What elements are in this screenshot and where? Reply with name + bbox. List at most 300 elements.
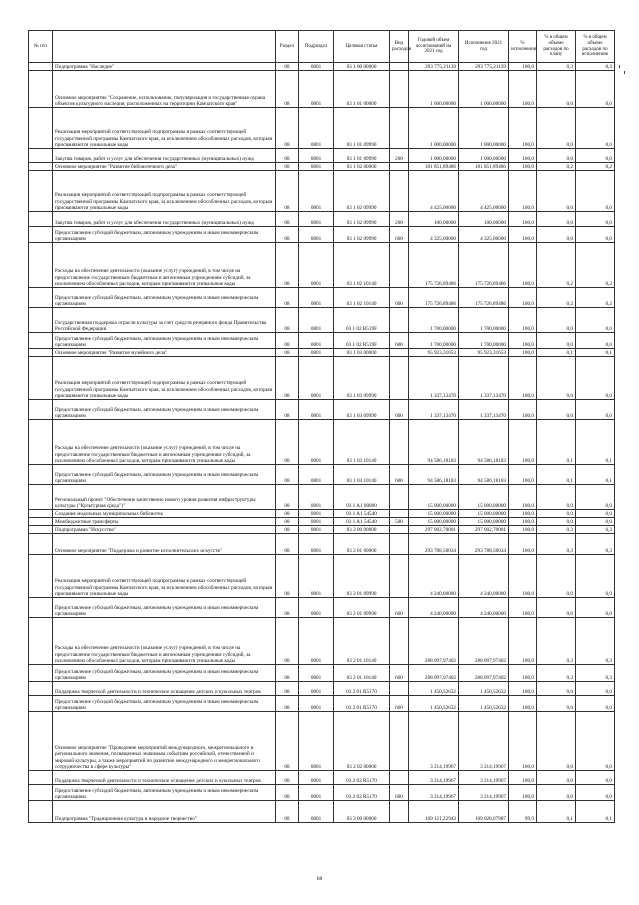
cell-share-plan: 0,0 [537,71,576,108]
cell-number [29,665,53,682]
cell-target-article: 03 2 01 R5170 [334,682,390,696]
cell-name: Подпрограмма "Искусство" [53,526,276,534]
cell-share-plan: 0,0 [537,555,576,598]
cell-share-execution: 0,1 [576,465,615,485]
table-row [29,555,615,598]
cell-execution-percent: 100,0 [509,785,537,801]
table-row [29,212,615,227]
cell-execution: 293 788,50034 [459,534,509,555]
cell-share-plan: 0,0 [537,485,576,510]
cell-execution: 288 097,97402 [459,618,509,665]
cell-execution-percent: 100,0 [509,534,537,555]
table-row [29,108,615,149]
cell-section: 08 [276,400,299,420]
table-row [29,400,615,420]
column-header: Годовой объем ассигнований на 2021 год [409,31,459,63]
cell-annual-plan: 3 214,19967 [409,712,459,771]
cell-execution-percent: 100,0 [509,171,537,212]
cell-target-article: 03 3 00 00000 [334,801,390,823]
table-row [29,465,615,485]
cell-expense-type [390,485,409,510]
cell-annual-plan: 15 000,00000 [409,510,459,518]
scan-mark [619,65,620,68]
table-row [29,801,615,823]
cell-annual-plan: 109 121,22943 [409,801,459,823]
cell-share-execution: 0,3 [576,63,615,71]
cell-name: Основное мероприятие "Проведение мероприятий международного, межрегионального и регионального значения, посвященных значимым событиям российской, отечественной и мировой культуры, а также мероприятий по развитию международного и межрегионального сотрудничества в сфере культуры" [53,712,276,771]
cell-share-plan: 0,0 [537,149,576,163]
cell-execution-percent: 100,0 [509,308,537,333]
table-row [29,534,615,555]
cell-section: 08 [276,771,299,785]
cell-annual-plan: 175 726,89486 [409,243,459,288]
column-header: Исполнение 2021 год [459,31,509,63]
cell-share-execution: 0,0 [576,598,615,618]
cell-execution: 3 214,19967 [459,785,509,801]
cell-execution-percent: 100,0 [509,349,537,357]
cell-section: 08 [276,510,299,518]
cell-number [29,712,53,771]
cell-share-plan: 0,0 [537,357,576,400]
cell-subsection: 0801 [299,108,334,149]
cell-section: 08 [276,518,299,526]
cell-execution: 1 000,00000 [459,149,509,163]
cell-expense-type: 200 [390,212,409,227]
cell-subsection: 0801 [299,785,334,801]
cell-execution-percent: 100,0 [509,400,537,420]
cell-number [29,227,53,243]
cell-section: 08 [276,420,299,465]
cell-execution: 293 775,21139 [459,63,509,71]
cell-annual-plan: 293 775,21139 [409,63,459,71]
cell-name: Предоставление субсидий бюджетным, автономным учреждениям и иным некоммерческим организациям [53,227,276,243]
cell-section: 08 [276,349,299,357]
cell-section: 08 [276,171,299,212]
cell-expense-type [390,71,409,108]
cell-execution-percent: 100,0 [509,420,537,465]
cell-share-execution: 0,0 [576,785,615,801]
cell-section: 08 [276,243,299,288]
cell-name: Поддержка творческой деятельности и техническое оснащение детских и кукольных театров [53,682,276,696]
table-row [29,333,615,349]
cell-subsection: 0801 [299,485,334,510]
cell-execution: 3 214,19967 [459,712,509,771]
cell-number [29,465,53,485]
cell-subsection: 0801 [299,308,334,333]
cell-execution: 1 337,13470 [459,400,509,420]
cell-execution-percent: 100,0 [509,712,537,771]
cell-execution-percent: 100,0 [509,163,537,171]
cell-target-article: 03 2 01 10140 [334,665,390,682]
cell-expense-type [390,555,409,598]
cell-number [29,400,53,420]
column-header: Вид расходов [390,31,409,63]
cell-execution-percent: 100,0 [509,555,537,598]
cell-execution: 175 726,89486 [459,243,509,288]
cell-expense-type: 600 [390,785,409,801]
cell-annual-plan: 1 450,52632 [409,682,459,696]
cell-name: Региональный проект "Обеспечение качественно нового уровня развития инфраструктуры культуры ("Культурная среда")" [53,485,276,510]
cell-expense-type: 600 [390,696,409,712]
cell-subsection: 0801 [299,163,334,171]
cell-expense-type [390,349,409,357]
cell-execution-percent: 100,0 [509,682,537,696]
cell-number [29,63,53,71]
table-row [29,526,615,534]
cell-section: 08 [276,163,299,171]
cell-target-article: 03 2 01 10140 [334,618,390,665]
cell-name: Расходы на обеспечение деятельности (оказание услуг) учреждений, в том числе на предоставление государственным бюджетным и автономным учреждениям субсидий, за исключением обособленных расходов, которым присваиваются уникальные коды [53,420,276,465]
cell-execution: 109 028,07987 [459,801,509,823]
cell-section: 08 [276,555,299,598]
cell-subsection: 0801 [299,288,334,308]
cell-execution: 15 000,00000 [459,485,509,510]
cell-execution-percent: 100,0 [509,485,537,510]
cell-target-article: 03 1 02 09990 [334,212,390,227]
cell-share-execution: 0,0 [576,682,615,696]
cell-execution: 4 240,00000 [459,598,509,618]
cell-execution-percent: 100,0 [509,333,537,349]
cell-subsection: 0801 [299,357,334,400]
table-row [29,518,615,526]
cell-target-article: 03 1 A1 54540 [334,510,390,518]
cell-execution-percent: 100,0 [509,526,537,534]
cell-name: Предоставление субсидий бюджетным, автономным учреждениям и иным некоммерческим организациям [53,288,276,308]
cell-execution-percent: 100,0 [509,510,537,518]
table-row [29,171,615,212]
cell-execution: 15 000,00000 [459,518,509,526]
cell-section: 08 [276,149,299,163]
cell-number [29,510,53,518]
cell-share-execution: 0,0 [576,333,615,349]
cell-name: Реализация мероприятий соответствующей подпрограммы в рамках соответствующей государственной программы Камчатского края, за исключением обособленных расходов, которым присваиваются уникальные коды [53,555,276,598]
cell-annual-plan: 297 002,70001 [409,526,459,534]
cell-expense-type: 600 [390,465,409,485]
cell-annual-plan: 181 851,89486 [409,163,459,171]
cell-share-plan: 0,1 [537,465,576,485]
table-row [29,510,615,518]
cell-share-execution: 0,0 [576,227,615,243]
cell-subsection: 0801 [299,63,334,71]
cell-share-plan: 0,0 [537,785,576,801]
cell-subsection: 0801 [299,465,334,485]
cell-number [29,534,53,555]
cell-expense-type [390,510,409,518]
cell-execution: 4 425,00000 [459,171,509,212]
table-row [29,771,615,785]
cell-section: 08 [276,71,299,108]
budget-execution-table [28,30,615,823]
cell-subsection: 0801 [299,618,334,665]
cell-name: Закупка товаров, работ и услуг для обеспечения государственных (муниципальных) нужд [53,212,276,227]
cell-expense-type: 200 [390,149,409,163]
scan-mark [624,71,625,74]
column-header [53,31,276,63]
cell-expense-type [390,163,409,171]
cell-name: Межбюджетные трансферты [53,518,276,526]
cell-annual-plan: 1 450,52632 [409,696,459,712]
cell-subsection: 0801 [299,526,334,534]
table-header-row [29,31,615,63]
cell-annual-plan: 293 788,50034 [409,534,459,555]
cell-subsection: 0801 [299,712,334,771]
cell-execution: 175 726,89486 [459,288,509,308]
cell-expense-type [390,243,409,288]
cell-section: 08 [276,526,299,534]
cell-target-article: 03 1 02 09990 [334,171,390,212]
cell-share-plan: 0,0 [537,771,576,785]
cell-share-plan: 0,0 [537,171,576,212]
cell-share-execution: 0,0 [576,555,615,598]
cell-number [29,771,53,785]
cell-expense-type: 600 [390,598,409,618]
cell-annual-plan: 3 214,19967 [409,771,459,785]
cell-expense-type [390,712,409,771]
table-row [29,63,615,71]
cell-number [29,526,53,534]
cell-share-plan: 0,0 [537,227,576,243]
cell-expense-type [390,357,409,400]
cell-share-execution: 0,2 [576,288,615,308]
cell-section: 08 [276,534,299,555]
cell-execution-percent: 100,0 [509,108,537,149]
cell-section: 08 [276,63,299,71]
cell-share-execution: 0,2 [576,243,615,288]
table-row [29,308,615,333]
cell-name: Предоставление субсидий бюджетным, автономным учреждениям и иным некоммерческим организациям [53,785,276,801]
cell-target-article: 03 1 03 09990 [334,400,390,420]
cell-share-plan: 0,0 [537,333,576,349]
table-row [29,696,615,712]
cell-annual-plan: 4 240,00000 [409,555,459,598]
cell-name: Предоставление субсидий бюджетным, автономным учреждениям и иным некоммерческим организациям [53,598,276,618]
cell-expense-type [390,420,409,465]
cell-name: Предоставление субсидий бюджетным, автономным учреждениям и иным некоммерческим организациям [53,333,276,349]
table-row [29,712,615,771]
cell-share-execution: 0,0 [576,510,615,518]
cell-annual-plan: 1 700,00000 [409,333,459,349]
cell-expense-type: 600 [390,227,409,243]
cell-name: Основное мероприятие "Сохранение, использование, популяризация и государственная охрана объектов культурного наследия, расположенных на территории Камчатского края" [53,71,276,108]
cell-annual-plan: 1 700,00000 [409,308,459,333]
cell-target-article: 03 1 03 09990 [334,357,390,400]
cell-subsection: 0801 [299,149,334,163]
cell-expense-type [390,618,409,665]
cell-name: Закупка товаров, работ и услуг для обеспечения государственных (муниципальных) нужд [53,149,276,163]
cell-name: Предоставление субсидий бюджетным, автономным учреждениям и иным некоммерческим организациям [53,465,276,485]
cell-share-plan: 0,0 [537,108,576,149]
cell-execution: 94 586,18183 [459,465,509,485]
cell-annual-plan: 1 337,13470 [409,400,459,420]
cell-share-plan: 0,0 [537,598,576,618]
cell-subsection: 0801 [299,696,334,712]
cell-execution: 1 700,00000 [459,333,509,349]
cell-share-execution: 0,3 [576,665,615,682]
cell-expense-type: 600 [390,288,409,308]
cell-section: 08 [276,696,299,712]
cell-number [29,618,53,665]
cell-section: 08 [276,212,299,227]
table-row [29,349,615,357]
cell-target-article: 03 1 01 09990 [334,149,390,163]
cell-execution-percent: 100,0 [509,227,537,243]
cell-share-plan: 0,3 [537,63,576,71]
cell-share-execution: 0,2 [576,163,615,171]
cell-execution: 95 923,31653 [459,349,509,357]
cell-share-execution: 0,0 [576,71,615,108]
cell-annual-plan: 1 000,00000 [409,71,459,108]
cell-expense-type [390,526,409,534]
cell-subsection: 0801 [299,212,334,227]
page-number: 68 [316,876,323,882]
cell-execution-percent: 100,0 [509,357,537,400]
cell-share-execution: 0,0 [576,696,615,712]
cell-subsection: 0801 [299,400,334,420]
cell-subsection: 0801 [299,349,334,357]
cell-annual-plan: 288 097,97402 [409,665,459,682]
cell-annual-plan: 4 325,00000 [409,227,459,243]
cell-section: 08 [276,712,299,771]
cell-execution-percent: 100,0 [509,618,537,665]
cell-execution: 3 214,19967 [459,771,509,785]
cell-expense-type [390,108,409,149]
cell-section: 08 [276,308,299,333]
cell-section: 08 [276,357,299,400]
cell-annual-plan: 4 240,00000 [409,598,459,618]
cell-target-article: 03 2 02 00000 [334,712,390,771]
cell-section: 08 [276,665,299,682]
cell-execution-percent: 100,0 [509,288,537,308]
cell-share-execution: 0,0 [576,171,615,212]
cell-target-article: 03 2 01 09990 [334,555,390,598]
cell-subsection: 0801 [299,243,334,288]
cell-subsection: 0801 [299,801,334,823]
cell-execution-percent: 100,0 [509,243,537,288]
cell-target-article: 03 1 02 10140 [334,288,390,308]
cell-number [29,801,53,823]
cell-subsection: 0801 [299,555,334,598]
cell-target-article: 03 1 01 00000 [334,71,390,108]
cell-section: 08 [276,108,299,149]
cell-expense-type [390,771,409,785]
cell-expense-type [390,63,409,71]
column-header: Подраздел [299,31,334,63]
cell-annual-plan: 3 214,19967 [409,785,459,801]
cell-number [29,243,53,288]
cell-number [29,349,53,357]
cell-share-execution: 0,0 [576,357,615,400]
cell-number [29,485,53,510]
cell-share-plan: 0,3 [537,665,576,682]
cell-share-execution: 0,0 [576,308,615,333]
cell-execution: 1 337,13470 [459,357,509,400]
cell-subsection: 0801 [299,71,334,108]
table-row [29,485,615,510]
cell-share-plan: 0,0 [537,696,576,712]
cell-execution-percent: 100,0 [509,771,537,785]
table-row [29,357,615,400]
cell-name: Предоставление субсидий бюджетным, автономным учреждениям и иным некоммерческим организациям [53,665,276,682]
cell-expense-type [390,171,409,212]
cell-subsection: 0801 [299,682,334,696]
cell-share-execution: 0,0 [576,149,615,163]
cell-execution-percent: 100,0 [509,598,537,618]
cell-section: 08 [276,618,299,665]
cell-execution: 1 000,00000 [459,108,509,149]
cell-expense-type [390,682,409,696]
cell-share-execution: 0,0 [576,771,615,785]
cell-annual-plan: 15 000,00000 [409,518,459,526]
cell-execution: 4 325,00000 [459,227,509,243]
cell-expense-type [390,534,409,555]
cell-share-plan: 0,0 [537,308,576,333]
cell-execution-percent: 100,0 [509,212,537,227]
cell-subsection: 0801 [299,420,334,465]
cell-name: Основное мероприятие "Развитие библиотечного дела" [53,163,276,171]
cell-share-plan: 0,0 [537,400,576,420]
cell-share-plan: 0,3 [537,534,576,555]
cell-share-execution: 0,0 [576,108,615,149]
cell-annual-plan: 4 425,00000 [409,171,459,212]
cell-name: Создание модельных муниципальных библиотек [53,510,276,518]
cell-target-article: 03 1 A1 54540 [334,518,390,526]
cell-execution: 94 586,18183 [459,420,509,465]
cell-execution-percent: 99,9 [509,801,537,823]
cell-section: 08 [276,598,299,618]
cell-share-execution: 0,1 [576,420,615,465]
cell-number [29,212,53,227]
cell-execution: 4 240,00000 [459,555,509,598]
cell-share-execution: 0,3 [576,526,615,534]
cell-share-execution: 0,1 [576,801,615,823]
cell-annual-plan: 94 586,18183 [409,420,459,465]
cell-number [29,171,53,212]
cell-execution: 1 450,52632 [459,696,509,712]
cell-execution: 15 000,00000 [459,510,509,518]
cell-name: Расходы на обеспечение деятельности (оказание услуг) учреждений, в том числе на предоставление государственным бюджетным и автономным учреждениям субсидий, за исключением обособленных расходов, которым присваиваются уникальные коды [53,618,276,665]
cell-subsection: 0801 [299,510,334,518]
cell-number [29,333,53,349]
cell-number [29,555,53,598]
column-header: Раздел [276,31,299,63]
cell-section: 08 [276,485,299,510]
cell-number [29,149,53,163]
cell-number [29,288,53,308]
cell-annual-plan: 94 586,18183 [409,465,459,485]
cell-share-execution: 0,3 [576,618,615,665]
cell-annual-plan: 100,00000 [409,212,459,227]
table-row [29,665,615,682]
cell-number [29,308,53,333]
column-header: % исполнения [509,31,537,63]
cell-share-plan: 0,1 [537,420,576,465]
cell-number [29,598,53,618]
cell-target-article: 03 1 A1 00000 [334,485,390,510]
cell-execution-percent: 100,0 [509,665,537,682]
cell-name: Реализация мероприятий соответствующей подпрограммы в рамках соответствующей государственной программы Камчатского края, за исключением обособленных расходов, которым присваиваются уникальные коды [53,108,276,149]
cell-annual-plan: 1 337,13470 [409,357,459,400]
cell-subsection: 0801 [299,171,334,212]
cell-execution-percent: 100,0 [509,518,537,526]
cell-target-article: 03 1 01 09990 [334,108,390,149]
cell-share-plan: 0,0 [537,518,576,526]
cell-execution: 100,00000 [459,212,509,227]
cell-section: 08 [276,785,299,801]
cell-expense-type: 500 [390,518,409,526]
cell-share-execution: 0,0 [576,400,615,420]
cell-number [29,696,53,712]
cell-number [29,518,53,526]
